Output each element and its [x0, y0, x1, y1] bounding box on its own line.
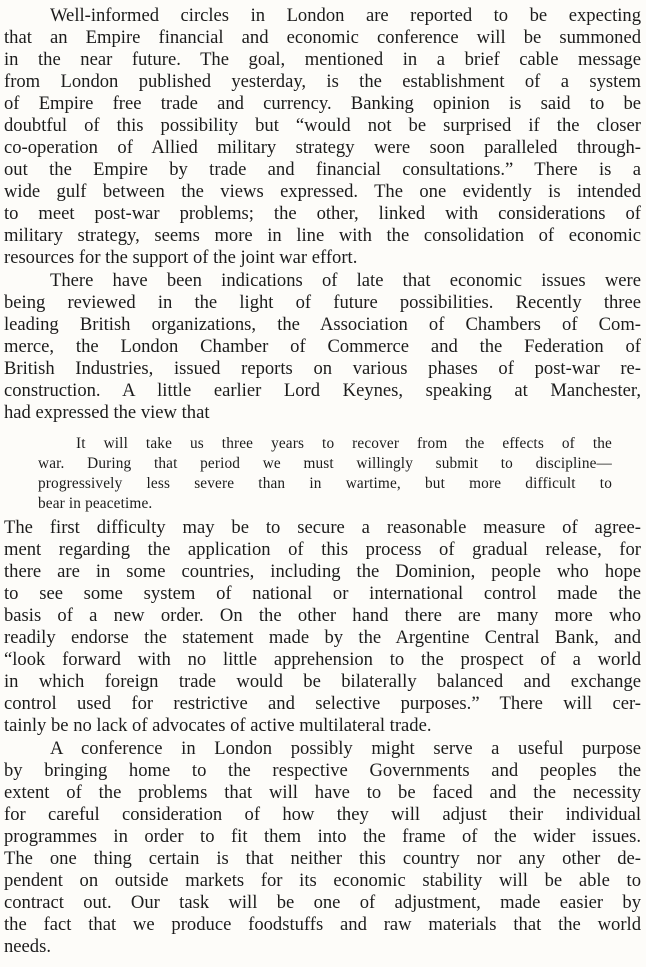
- text-line: had expressed the view that: [4, 402, 210, 423]
- text-line: basis of a new order. On the other hand there are many more who: [4, 605, 641, 626]
- text-line: extent of the problems that will have to be faced and the necessity: [4, 782, 641, 803]
- text-line: leading British organizations, the Association of Chambers of Com-: [4, 314, 641, 335]
- text-line: merce, the London Chamber of Commerce and the Federation of: [4, 336, 641, 357]
- text-line: in which foreign trade would be bilaterally balanced and exchange: [4, 671, 641, 692]
- text-line: tainly be no lack of advocates of active multilateral trade.: [4, 715, 432, 736]
- text-line: resources for the support of the joint war effort.: [4, 247, 358, 268]
- quote-line: It will take us three years to recover from the effects of the: [76, 435, 612, 452]
- text-line: There have been indications of late that economic issues were: [50, 270, 641, 291]
- text-line: doubtful of this possibility but “would not be surprised if the closer: [4, 115, 641, 136]
- text-line: programmes in order to fit them into the frame of the wider issues.: [4, 826, 641, 847]
- text-line: “look forward with no little apprehension to the prospect of a world: [4, 649, 641, 670]
- text-line: Well-informed circles in London are reported to be expecting: [50, 5, 641, 26]
- text-line: construction. A little earlier Lord Keynes, speaking at Manchester,: [4, 380, 641, 401]
- text-line: pendent on outside markets for its economic stability will be able to: [4, 870, 641, 891]
- text-line: wide gulf between the views expressed. The one evidently is intended: [4, 181, 641, 202]
- quote-line: progressively less severe than in wartime, but more difficult to: [38, 475, 612, 492]
- text-line: to see some system of national or international control made the: [4, 583, 641, 604]
- text-line: the fact that we produce foodstuffs and raw materials that the world: [4, 914, 641, 935]
- text-line: from London published yesterday, is the establishment of a system: [4, 71, 641, 92]
- text-line: of Empire free trade and currency. Banking opinion is said to be: [4, 93, 641, 114]
- text-line: ment regarding the application of this process of gradual release, for: [4, 539, 641, 560]
- text-line: co-operation of Allied military strategy were soon paralleled through-: [4, 137, 641, 158]
- quote-line: bear in peacetime.: [38, 495, 153, 512]
- text-line: The one thing certain is that neither this country nor any other de-: [4, 848, 641, 869]
- text-line: for careful consideration of how they will adjust their individual: [4, 804, 641, 825]
- text-line: being reviewed in the light of future possibilities. Recently three: [4, 292, 641, 313]
- text-line: there are in some countries, including the Dominion, people who hope: [4, 561, 641, 582]
- text-line: control used for restrictive and selective purposes.” There will cer-: [4, 693, 641, 714]
- text-line: to meet post-war problems; the other, linked with considerations of: [4, 203, 641, 224]
- text-line: that an Empire financial and economic conference will be summoned: [4, 27, 641, 48]
- text-line: military strategy, seems more in line with the consolidation of economic: [4, 225, 641, 246]
- text-line: British Industries, issued reports on various phases of post-war re-: [4, 358, 641, 379]
- text-line: contract out. Our task will be one of adjustment, made easier by: [4, 892, 641, 913]
- text-line: in the near future. The goal, mentioned in a brief cable message: [4, 49, 641, 70]
- text-line: readily endorse the statement made by the Argentine Central Bank, and: [4, 627, 641, 648]
- text-line: by bringing home to the respective Governments and peoples the: [4, 760, 641, 781]
- text-line: The first difficulty may be to secure a reasonable measure of agree-: [4, 517, 641, 538]
- text-line: A conference in London possibly might serve a useful purpose: [50, 738, 641, 759]
- text-line: needs.: [4, 936, 51, 957]
- quote-line: war. During that period we must willingly submit to discipline—: [38, 455, 612, 472]
- text-line: out the Empire by trade and financial consultations.” There is a: [4, 159, 641, 180]
